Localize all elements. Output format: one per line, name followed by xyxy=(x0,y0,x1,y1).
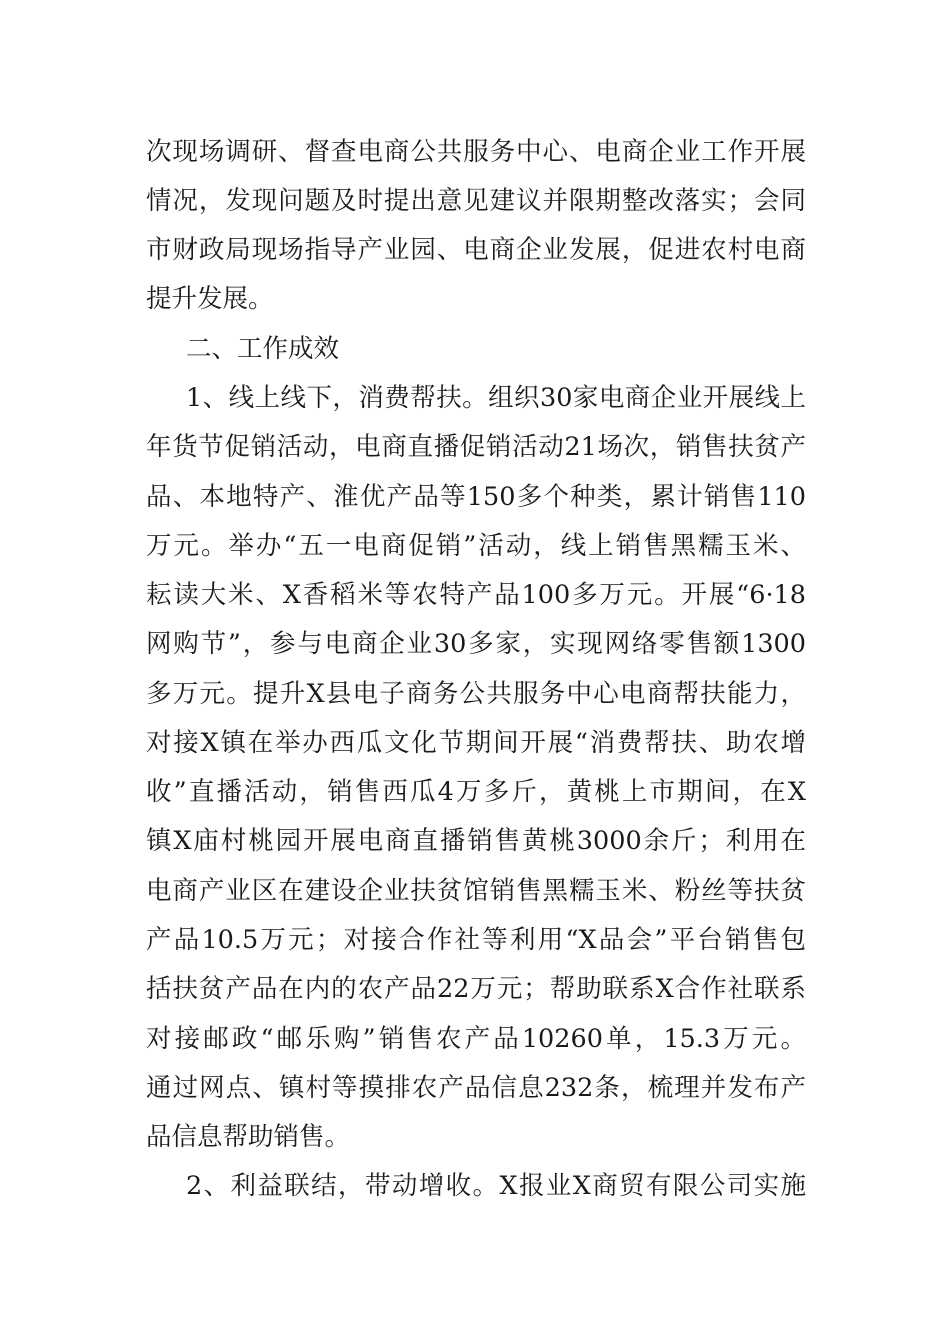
body-line: 对接X镇在举办西瓜文化节期间开展“消费帮扶、助农增 xyxy=(146,728,806,758)
body-line: 情况，发现问题及时提出意见建议并限期整改落实；会同 xyxy=(146,186,806,216)
body-line: 通过网点、镇村等摸排农产品信息232条，梳理并发布产 xyxy=(146,1073,806,1103)
body-line: 品、本地特产、淮优产品等150多个种类，累计销售110 xyxy=(146,482,806,512)
paragraph-first-line: 1、线上线下，消费帮扶。组织30家电商企业开展线上 xyxy=(186,383,806,413)
section-heading: 二、工作成效 xyxy=(186,334,340,364)
body-line: 品信息帮助销售。 xyxy=(146,1122,351,1152)
body-line: 年货节促销活动，电商直播促销活动21场次，销售扶贫产 xyxy=(146,432,806,462)
body-line: 产品10.5万元；对接合作社等利用“X品会”平台销售包 xyxy=(146,925,806,955)
body-line: 次现场调研、督查电商公共服务中心、电商企业工作开展 xyxy=(146,137,806,167)
body-line: 收”直播活动，销售西瓜4万多斤，黄桃上市期间，在X xyxy=(146,777,806,807)
body-line: 括扶贫产品在内的农产品22万元；帮助联系X合作社联系 xyxy=(146,974,806,1004)
body-line: 镇X庙村桃园开展电商直播销售黄桃3000余斤；利用在 xyxy=(146,826,806,856)
body-line: 耘读大米、X香稻米等农特产品100多万元。开展“6·18 xyxy=(146,580,806,610)
body-line: 市财政局现场指导产业园、电商企业发展，促进农村电商 xyxy=(146,235,806,265)
body-line: 对接邮政“邮乐购”销售农产品10260单，15.3万元。 xyxy=(146,1024,806,1054)
paragraph-first-line: 2、利益联结，带动增收。X报业X商贸有限公司实施 xyxy=(186,1171,806,1201)
body-line: 提升发展。 xyxy=(146,284,274,314)
body-line: 多万元。提升X县电子商务公共服务中心电商帮扶能力， xyxy=(146,679,806,709)
body-line: 电商产业区在建设企业扶贫馆销售黑糯玉米、粉丝等扶贫 xyxy=(146,876,806,906)
body-line: 万元。举办“五一电商促销”活动，线上销售黑糯玉米、 xyxy=(146,531,806,561)
body-line: 网购节”，参与电商企业30多家，实现网络零售额1300 xyxy=(146,629,806,659)
